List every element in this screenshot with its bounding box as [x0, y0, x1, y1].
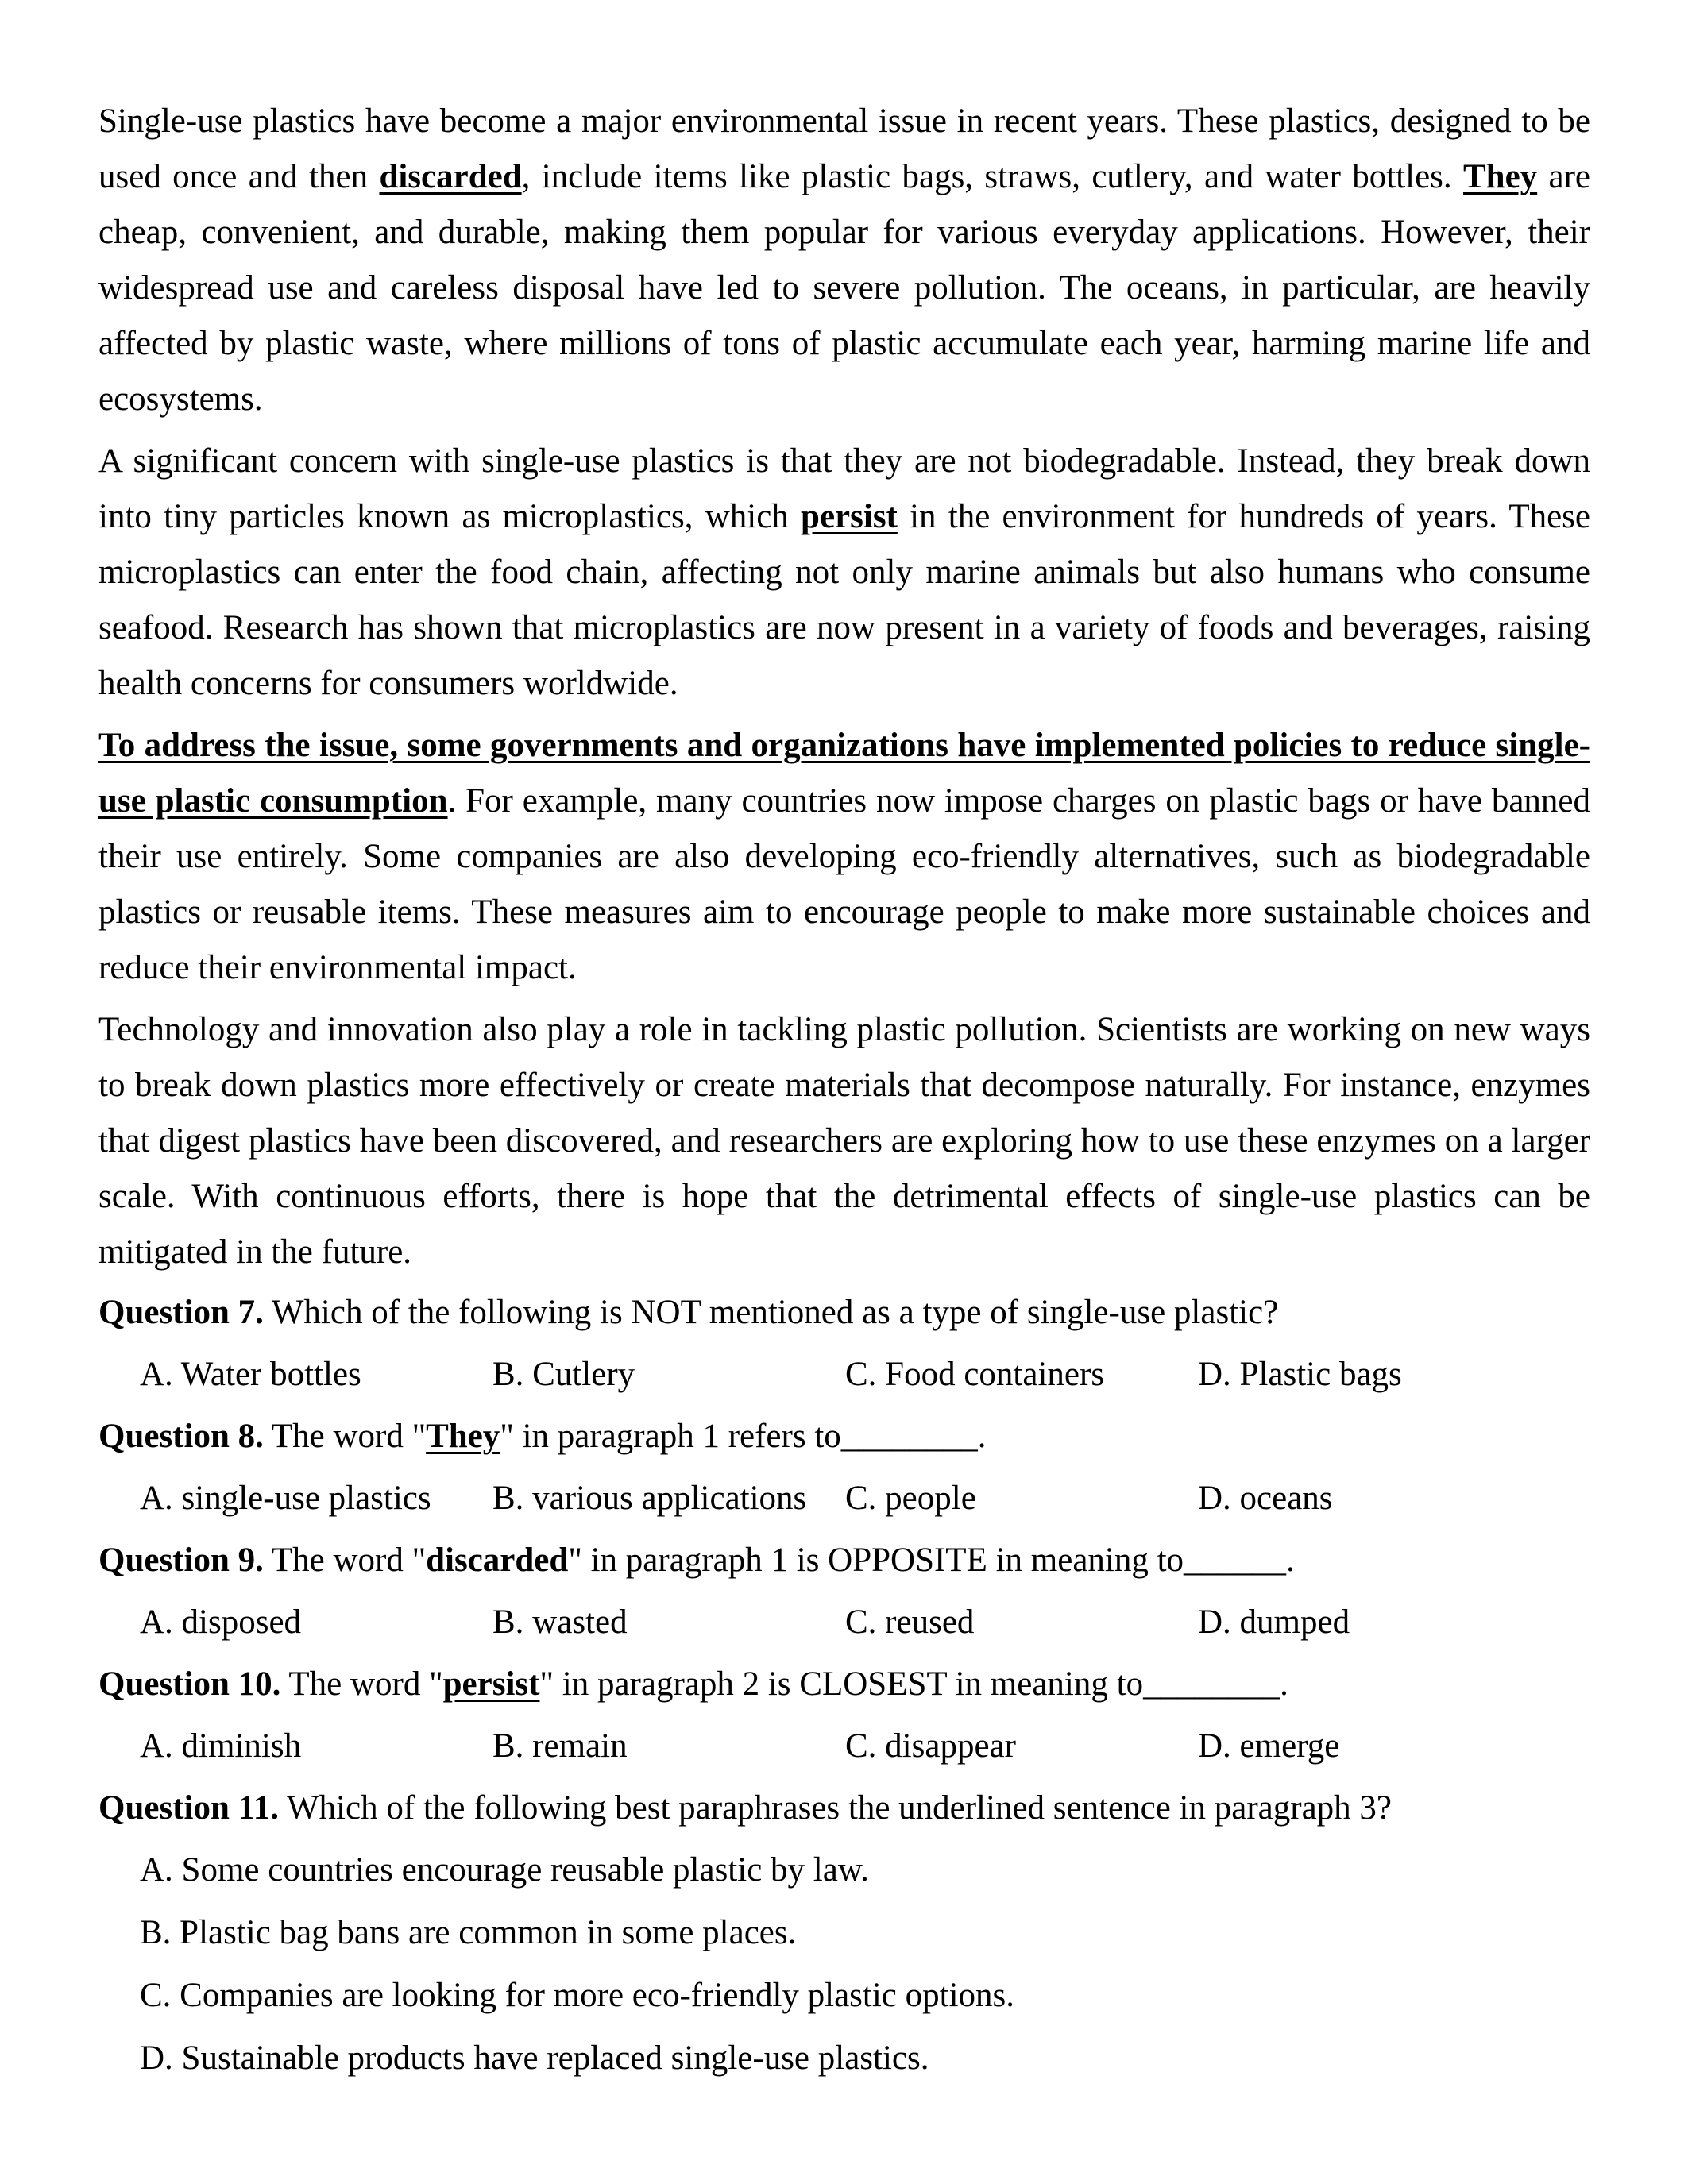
- question-7: [98, 1285, 1590, 1347]
- paragraph-4-text-1: Technology and innovation also play a role in tackling plastic pollution. Scientists are working on new ways to break down plastics more effectively or create materials that decompose naturally. For instance, enzymes that digest plastics have been discovered, and researchers are exploring how to use these enzymes on a larger scale. With continuous efforts, there is hope that the detrimental effects of single-use plastics can be mitigated in the future.: [98, 1011, 1590, 1271]
- question-7-option-b[interactable]: B. Cutlery: [492, 1356, 635, 1393]
- question-7-option-d[interactable]: D. Plastic bags: [1198, 1356, 1402, 1393]
- question-8-option-d[interactable]: D. oceans: [1198, 1480, 1333, 1517]
- question-9-option-b[interactable]: B. wasted: [492, 1603, 628, 1641]
- paragraph-3: [98, 718, 1590, 996]
- paragraph-4: [98, 1002, 1590, 1280]
- underlined-word-persist: persist: [801, 498, 898, 535]
- question-11-option-d[interactable]: D. Sustainable products have replaced single-use plastics.: [140, 2039, 929, 2077]
- question-10-option-d[interactable]: D. emerge: [1198, 1727, 1340, 1765]
- question-8-options: [98, 1471, 1590, 1533]
- underlined-word-they: They: [1462, 158, 1538, 195]
- question-10-options: [98, 1719, 1590, 1781]
- question-7-option-a[interactable]: A. Water bottles: [140, 1356, 361, 1393]
- question-8-option-a[interactable]: A. single-use plastics: [140, 1480, 431, 1517]
- question-8-option-b[interactable]: B. various applications: [492, 1480, 807, 1517]
- question-8-option-c[interactable]: C. people: [845, 1480, 976, 1517]
- question-7-option-c[interactable]: C. Food containers: [845, 1356, 1105, 1393]
- paragraph-2-text-2: in the environment for hundreds of years. These microplastics can enter the food chain, affecting not only marine animals but also humans who consume seafood. Research has shown that microplastics are now present in a variety of foods and beverages, raising health concerns for consumers worldwide.: [98, 498, 1590, 702]
- question-10-option-b[interactable]: B. remain: [492, 1727, 628, 1765]
- question-9-word: discarded: [426, 1542, 569, 1579]
- question-8-text-post: " in paragraph 1 refers to________.: [500, 1418, 987, 1455]
- question-11-label: Question 11.: [98, 1789, 279, 1827]
- paragraph-2: [98, 434, 1590, 712]
- question-11-options: [98, 1843, 1590, 2093]
- underlined-sentence: To address the issue, some governments and organizations have implemented policies to reduce single-use plastic consumption: [98, 727, 1590, 820]
- question-10-text-post: " in paragraph 2 is CLOSEST in meaning to________.: [539, 1665, 1288, 1703]
- question-11-option-c[interactable]: C. Companies are looking for more eco-friendly plastic options.: [140, 1977, 1015, 2014]
- question-9-options: [98, 1595, 1590, 1657]
- question-10-option-c[interactable]: C. disappear: [845, 1727, 1016, 1765]
- question-10-option-a[interactable]: A. diminish: [140, 1727, 302, 1765]
- question-9-text-pre: The word ": [263, 1542, 427, 1579]
- question-10-word: persist: [442, 1665, 540, 1703]
- paragraph-1: [98, 94, 1590, 427]
- question-11-option-a[interactable]: A. Some countries encourage reusable plastic by law.: [140, 1851, 869, 1889]
- question-9-option-d[interactable]: D. dumped: [1198, 1603, 1350, 1641]
- question-11-text: Which of the following best paraphrases the underlined sentence in paragraph 3?: [279, 1789, 1392, 1827]
- question-10-text-pre: The word ": [280, 1665, 443, 1703]
- question-8: [98, 1409, 1590, 1471]
- question-10: [98, 1657, 1590, 1719]
- question-10-label: Question 10.: [98, 1665, 281, 1703]
- question-9: [98, 1533, 1590, 1595]
- underlined-word-discarded: discarded: [379, 158, 522, 195]
- question-9-option-c[interactable]: C. reused: [845, 1603, 975, 1641]
- question-9-label: Question 9.: [98, 1542, 264, 1579]
- paragraph-2-text-1: A significant concern with single-use plastics is that they are not biodegradable. Instead, they break down into tiny particles known as microplastics, which: [98, 442, 1590, 535]
- document-page: [98, 94, 1590, 2093]
- question-11: [98, 1781, 1590, 1843]
- question-7-label: Question 7.: [98, 1294, 264, 1331]
- question-8-label: Question 8.: [98, 1418, 264, 1455]
- question-7-text: Which of the following is NOT mentioned as a type of single-use plastic?: [263, 1294, 1279, 1331]
- paragraph-1-text-3: are cheap, convenient, and durable, making them popular for various everyday applications. However, their widespread use and careless disposal have led to severe pollution. The oceans, in particular, are heavily affected by plastic waste, where millions of tons of plastic accumulate each year, harming marine life and ecosystems.: [98, 158, 1590, 418]
- paragraph-1-text-1: Single-use plastics have become a major environmental issue in recent years. These plastics, designed to be used once and then: [98, 102, 1590, 195]
- question-9-text-post: " in paragraph 1 is OPPOSITE in meaning to______.: [568, 1542, 1295, 1579]
- paragraph-1-text-2: , include items like plastic bags, straws, cutlery, and water bottles.: [521, 158, 1463, 195]
- question-11-option-b[interactable]: B. Plastic bag bans are common in some places.: [140, 1914, 797, 1951]
- question-8-text-pre: The word ": [263, 1418, 427, 1455]
- question-8-word: They: [426, 1418, 500, 1455]
- question-7-options: [98, 1347, 1590, 1409]
- question-9-option-a[interactable]: A. disposed: [140, 1603, 302, 1641]
- paragraph-3-text-1: . For example, many countries now impose charges on plastic bags or have banned their use entirely. Some companies are also developing eco-friendly alternatives, such as biodegradable plastics or reusable items. These measures aim to encourage people to make more sustainable choices and reduce their environmental impact.: [98, 782, 1591, 986]
